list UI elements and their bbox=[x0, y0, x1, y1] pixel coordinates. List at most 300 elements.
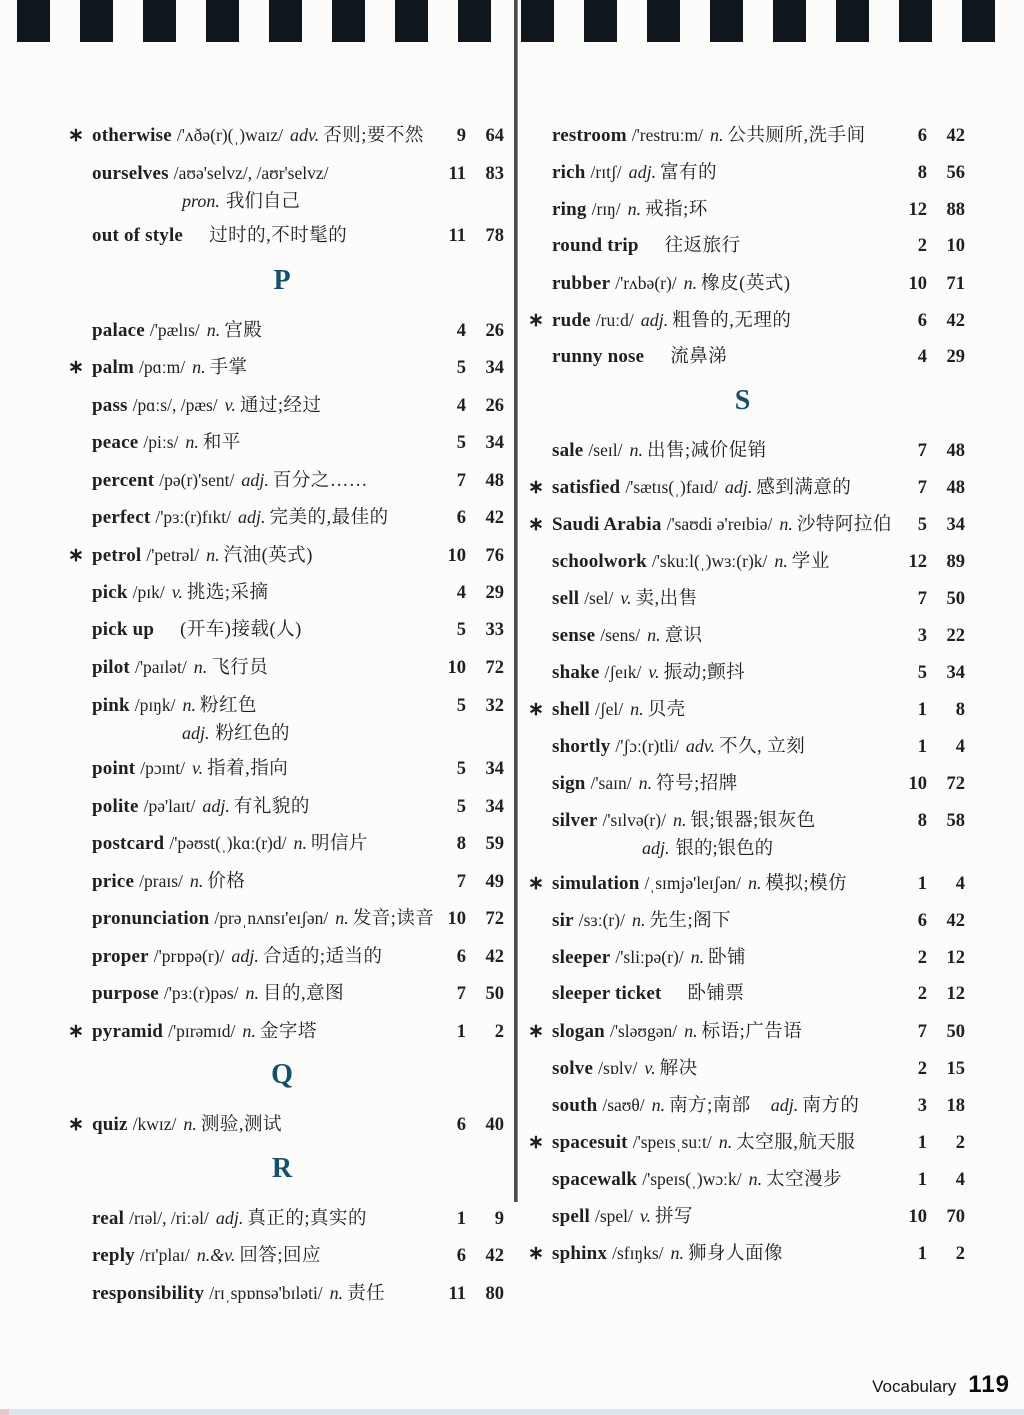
entry-meaning: 粗鲁的,无理的 bbox=[672, 311, 792, 331]
entry-phonetic: /'saʊdi ə'reɪbiə/ bbox=[666, 514, 773, 534]
vocab-entry-pilot bbox=[60, 650, 504, 688]
entry-numbers bbox=[436, 947, 504, 968]
entry-line bbox=[552, 234, 897, 258]
star-marker: ∗ bbox=[68, 357, 84, 378]
entry-phonetic: /pɔɪnt/ bbox=[140, 758, 185, 778]
binding-bar bbox=[269, 0, 302, 42]
entry-numbers bbox=[897, 200, 965, 221]
entry-line bbox=[552, 438, 897, 463]
footer-section-label: Vocabulary bbox=[872, 1377, 957, 1396]
entry-pos: n. bbox=[779, 514, 793, 534]
entry-unit-number: 1 bbox=[917, 700, 927, 720]
entry-word: south bbox=[552, 1095, 598, 1116]
entry-phonetic: /spel/ bbox=[594, 1206, 633, 1226]
entry-page-number: 26 bbox=[485, 320, 504, 341]
entry-meaning: 汽油(英式) bbox=[223, 545, 313, 566]
entry-numbers bbox=[897, 1096, 965, 1117]
entry-numbers bbox=[436, 759, 504, 780]
entry-page-number: 10 bbox=[946, 236, 965, 256]
entry-line bbox=[92, 1243, 436, 1268]
vocab-entry-percent bbox=[60, 463, 504, 501]
entry-line bbox=[552, 549, 897, 574]
entry-line bbox=[552, 197, 897, 222]
entry-meaning: 否则;要不然 bbox=[323, 126, 424, 146]
entry-pos: n. bbox=[192, 357, 206, 377]
star-marker: ∗ bbox=[68, 125, 84, 146]
entry-pos: n. bbox=[683, 273, 698, 293]
entry-extra-pos: pron. bbox=[182, 191, 220, 211]
entry-line bbox=[92, 430, 436, 455]
entry-unit-number: 6 bbox=[917, 311, 927, 331]
entry-phonetic: /sɜː(r)/ bbox=[578, 910, 625, 930]
entry-unit-number: 7 bbox=[456, 984, 466, 1004]
vocab-entry-solve bbox=[520, 1051, 965, 1088]
vocab-entry-round-trip bbox=[520, 229, 965, 266]
entry-phonetic: /'sɪlvə(r)/ bbox=[602, 810, 666, 830]
star-marker: ∗ bbox=[68, 1020, 84, 1042]
entry-meaning: 指着,指向 bbox=[207, 759, 289, 779]
entry-page-number: 48 bbox=[946, 478, 965, 498]
entry-pos: n. bbox=[627, 199, 642, 219]
entry-word: Saudi Arabia bbox=[552, 514, 662, 535]
entry-pos: adv. bbox=[290, 125, 320, 145]
binding-bar bbox=[332, 0, 365, 42]
vocab-entry-pyramid bbox=[60, 1014, 504, 1052]
entry-numbers bbox=[897, 1244, 965, 1265]
entry-page-number: 34 bbox=[946, 663, 965, 683]
entry-numbers bbox=[897, 311, 965, 332]
entry-numbers bbox=[897, 163, 965, 184]
entry-page-number: 89 bbox=[946, 552, 965, 572]
entry-page-number: 76 bbox=[485, 545, 504, 566]
entry-word: responsibility bbox=[92, 1282, 205, 1304]
section-letter-p: P bbox=[273, 264, 291, 296]
star-marker: ∗ bbox=[68, 544, 84, 566]
entry-pos: n. bbox=[630, 699, 644, 719]
entry-page-number: 42 bbox=[485, 1246, 504, 1266]
entry-line bbox=[552, 1167, 897, 1192]
entry-numbers bbox=[436, 508, 504, 529]
entry-extra-pos: adj. bbox=[182, 723, 210, 743]
entry-line bbox=[552, 345, 897, 369]
entry-unit-number: 3 bbox=[917, 1096, 927, 1116]
vocab-entry-schoolwork bbox=[520, 544, 965, 581]
entry-page-number: 2 bbox=[494, 1021, 504, 1042]
star-marker: ∗ bbox=[528, 1132, 544, 1153]
vocab-entry-sleeper-ticket bbox=[520, 977, 965, 1014]
vocab-entry-satisfied bbox=[520, 470, 965, 507]
vocab-entry-pronunciation bbox=[60, 901, 504, 939]
entry-unit-number: 1 bbox=[917, 737, 927, 757]
entry-meaning: 目的,意图 bbox=[263, 984, 345, 1004]
entry-line bbox=[92, 505, 436, 530]
entry-line bbox=[92, 224, 436, 248]
entry-numbers bbox=[436, 1209, 504, 1230]
entry-unit-number: 2 bbox=[917, 1059, 927, 1079]
entry-numbers bbox=[436, 1284, 504, 1305]
entry-word: quiz bbox=[92, 1114, 128, 1135]
entry-meaning: 流鼻涕 bbox=[670, 347, 728, 367]
entry-word: palace bbox=[92, 319, 145, 341]
section-letter-q: Q bbox=[271, 1059, 293, 1090]
entry-meaning: 模拟;模仿 bbox=[765, 874, 848, 894]
entry-page-number: 34 bbox=[946, 515, 965, 535]
entry-page-number: 12 bbox=[946, 948, 965, 968]
entry-meaning: 标语;广告语 bbox=[701, 1022, 803, 1042]
entry-meaning: 先生;阁下 bbox=[649, 911, 732, 931]
vocab-entry-out-of-style bbox=[60, 219, 504, 257]
entry-unit-number: 5 bbox=[456, 796, 466, 817]
entry-numbers bbox=[436, 226, 504, 247]
entry-word: pronunciation bbox=[92, 908, 210, 929]
entry-phonetic: /aʊə'selvz/, /aʊr'selvz/ bbox=[173, 162, 329, 183]
entry-word: peace bbox=[92, 432, 139, 453]
entry-phonetic: /piːs/ bbox=[143, 432, 179, 452]
entry-numbers bbox=[897, 441, 965, 462]
vocab-entry-pass bbox=[60, 388, 504, 426]
footer-page-number: 119 bbox=[968, 1371, 1010, 1398]
entry-phonetic: /rɪəl/, /riːəl/ bbox=[129, 1207, 209, 1228]
entry-line bbox=[92, 580, 436, 605]
entry-pos: adv. bbox=[685, 736, 715, 756]
entry-phonetic: /'paɪlət/ bbox=[134, 657, 187, 677]
entry-line bbox=[552, 1241, 897, 1266]
entry-numbers bbox=[436, 696, 504, 717]
entry-word: round trip bbox=[552, 235, 639, 256]
vocab-entry-silver bbox=[520, 803, 965, 840]
entry-line bbox=[92, 831, 436, 856]
entry-word: palm bbox=[92, 357, 134, 378]
entry-pos: n. bbox=[206, 319, 221, 340]
entry-meaning: 卖,出售 bbox=[635, 589, 698, 609]
entry-numbers bbox=[897, 347, 965, 368]
entry-page-number: 70 bbox=[946, 1207, 965, 1227]
entry-word: pass bbox=[92, 394, 128, 416]
vocab-entry-ring bbox=[520, 192, 965, 229]
entry-meaning: (开车)接载(人) bbox=[180, 619, 302, 640]
entry-meaning: 明信片 bbox=[310, 834, 368, 854]
entry-unit-number: 12 bbox=[908, 552, 927, 572]
entry-phonetic: /'saɪn/ bbox=[590, 773, 632, 793]
entry-line bbox=[92, 1206, 436, 1231]
entry-word: sense bbox=[552, 625, 596, 646]
entry-phonetic: /'petrəl/ bbox=[146, 544, 200, 565]
entry-word: pyramid bbox=[92, 1020, 164, 1042]
entry-phonetic: /'pɜː(r)pəs/ bbox=[163, 983, 239, 1003]
entry-unit-number: 1 bbox=[917, 1133, 927, 1153]
entry-line bbox=[92, 1019, 436, 1044]
vocab-entry-petrol bbox=[60, 538, 504, 576]
entry-phonetic: /'rʌbə(r)/ bbox=[615, 273, 677, 293]
entry-extra-line bbox=[60, 189, 504, 219]
binding-bar bbox=[647, 0, 680, 42]
vocab-entry-spacewalk bbox=[520, 1162, 965, 1199]
entry-word: simulation bbox=[552, 873, 640, 894]
entry-unit-number: 6 bbox=[456, 508, 466, 528]
entry-page-number: 42 bbox=[946, 911, 965, 931]
entry-line bbox=[92, 756, 436, 781]
entry-unit-number: 10 bbox=[908, 1207, 927, 1227]
entry-meaning: 飞行员 bbox=[211, 658, 269, 678]
entry-pos: adj. bbox=[202, 795, 230, 816]
entry-numbers bbox=[897, 1133, 965, 1154]
entry-unit-number: 5 bbox=[456, 358, 466, 378]
entry-unit-number: 4 bbox=[917, 347, 927, 367]
entry-word: sleeper ticket bbox=[552, 983, 662, 1004]
star-marker: ∗ bbox=[528, 310, 544, 331]
entry-page-number: 18 bbox=[946, 1096, 965, 1116]
entry-unit-number: 3 bbox=[917, 626, 927, 646]
vocab-entry-palm bbox=[60, 350, 504, 388]
vocab-entry-pink bbox=[60, 688, 504, 726]
entry-pos: v. bbox=[620, 588, 632, 608]
entry-meaning: 回答;回应 bbox=[239, 1246, 321, 1266]
entry-word: slogan bbox=[552, 1021, 605, 1042]
entry-word: sale bbox=[552, 440, 584, 461]
entry-page-number: 29 bbox=[485, 583, 504, 603]
binding-bar bbox=[710, 0, 743, 42]
entry-phonetic: /'pɜː(r)fɪkt/ bbox=[155, 507, 231, 527]
entry-line bbox=[92, 906, 436, 931]
entry-phonetic: /prəˌnʌnsɪ'eɪʃən/ bbox=[214, 908, 329, 928]
entry-line bbox=[92, 318, 436, 343]
entry-numbers bbox=[897, 274, 965, 295]
vocab-entry-proper bbox=[60, 939, 504, 977]
entry-unit-number: 4 bbox=[456, 395, 466, 416]
entry-pos: n. bbox=[718, 1132, 733, 1152]
entry-numbers bbox=[436, 909, 504, 930]
entry-numbers bbox=[436, 797, 504, 818]
vocab-entry-postcard bbox=[60, 826, 504, 864]
entry-numbers bbox=[436, 834, 504, 855]
vocab-entry-rubber bbox=[520, 266, 965, 303]
entry-word: purpose bbox=[92, 983, 159, 1004]
entry-phonetic: /'sætɪs(ˌ)faɪd/ bbox=[625, 477, 718, 497]
entry-extra-pos: adj. bbox=[642, 838, 670, 858]
vocab-entry-real bbox=[60, 1201, 504, 1239]
entry-pos: n. bbox=[182, 694, 197, 715]
column-divider bbox=[514, 0, 518, 1202]
vocab-entry-otherwise bbox=[60, 118, 504, 156]
entry-numbers bbox=[897, 1059, 965, 1080]
entry-word: rubber bbox=[552, 273, 611, 294]
entry-page-number: 22 bbox=[946, 626, 965, 646]
entry-numbers bbox=[897, 478, 965, 499]
binding-bar bbox=[458, 0, 491, 42]
vocab-entry-pick bbox=[60, 575, 504, 613]
entry-extra-line bbox=[60, 721, 504, 751]
entry-pos: n. bbox=[185, 432, 199, 452]
entry-page-number: 42 bbox=[946, 311, 965, 331]
entry-pos: n. bbox=[774, 551, 788, 571]
entry-word: real bbox=[92, 1207, 125, 1229]
entry-page-number: 88 bbox=[946, 200, 965, 220]
binding-bar bbox=[836, 0, 869, 42]
vocab-entry-peace bbox=[60, 425, 504, 463]
entry-page-number: 2 bbox=[955, 1244, 965, 1264]
entry-unit-number: 7 bbox=[456, 470, 466, 491]
entry-phonetic: /ʃeɪk/ bbox=[604, 662, 642, 682]
entry-pos: v. bbox=[191, 758, 204, 778]
entry-line bbox=[92, 794, 436, 819]
star-marker: ∗ bbox=[528, 873, 544, 894]
vocab-entry-slogan bbox=[520, 1014, 965, 1051]
entry-unit-number: 6 bbox=[456, 946, 466, 967]
entry-numbers bbox=[436, 321, 504, 342]
entry-pos: adj. bbox=[724, 477, 753, 497]
entry-phonetic: /pɑːs/, /pæs/ bbox=[132, 394, 218, 415]
entry-page-number: 40 bbox=[485, 1115, 504, 1135]
vocab-column-left bbox=[60, 118, 504, 1313]
entry-word: ourselves bbox=[92, 162, 169, 184]
vocab-entry-sleeper bbox=[520, 940, 965, 977]
entry-unit-number: 10 bbox=[447, 909, 466, 929]
entry-page-number: 32 bbox=[485, 695, 504, 716]
entry-unit-number: 10 bbox=[908, 274, 927, 294]
entry-unit-number: 6 bbox=[456, 1115, 466, 1135]
entry-word: sir bbox=[552, 910, 574, 931]
vocab-entry-sir bbox=[520, 903, 965, 940]
vocab-entry-spell bbox=[520, 1199, 965, 1236]
vocab-entry-sense bbox=[520, 618, 965, 655]
entry-line bbox=[552, 160, 897, 185]
entry-phonetic: /rɪˌspɒnsə'bɪləti/ bbox=[209, 1282, 323, 1303]
entry-line bbox=[92, 123, 436, 148]
vocab-entry-ourselves bbox=[60, 156, 504, 194]
entry-phonetic: /ʃel/ bbox=[594, 699, 624, 719]
entry-word: point bbox=[92, 758, 136, 779]
entry-line bbox=[92, 355, 436, 380]
vocab-entry-rich bbox=[520, 155, 965, 192]
entry-pos: v. bbox=[648, 662, 660, 682]
entry-phonetic: /'sliːpə(r)/ bbox=[615, 947, 684, 967]
entry-numbers bbox=[436, 583, 504, 604]
entry-unit-number: 5 bbox=[917, 515, 927, 535]
entry-numbers bbox=[897, 515, 965, 536]
star-marker: ∗ bbox=[528, 699, 544, 720]
entry-extra-meaning: 我们自己 bbox=[225, 192, 300, 212]
entry-pos: v. bbox=[644, 1058, 656, 1078]
entry-phonetic: /seɪl/ bbox=[588, 440, 623, 460]
entry-line bbox=[552, 734, 897, 759]
entry-numbers bbox=[436, 358, 504, 379]
entry-phonetic: /'sləʊgən/ bbox=[609, 1021, 678, 1041]
entry-numbers bbox=[897, 626, 965, 647]
entry-line bbox=[552, 623, 897, 648]
entry-pos: n. bbox=[670, 1243, 685, 1263]
entry-numbers bbox=[897, 589, 965, 610]
entry-line bbox=[552, 475, 897, 500]
entry-unit-number: 8 bbox=[456, 834, 466, 854]
entry-word: sell bbox=[552, 588, 580, 609]
entry-page-number: 83 bbox=[485, 163, 504, 184]
entry-line bbox=[92, 618, 436, 642]
entry-meaning: 出售;减价促销 bbox=[646, 441, 767, 461]
entry-page-number: 64 bbox=[485, 126, 504, 146]
entry-page-number: 9 bbox=[494, 1208, 504, 1229]
entry-numbers bbox=[436, 433, 504, 454]
entry-pos: n. bbox=[183, 1114, 197, 1134]
entry-phonetic: /'speɪs(ˌ)wɔːk/ bbox=[642, 1169, 742, 1189]
entry-unit-number: 1 bbox=[917, 1170, 927, 1190]
entry-pos: n. bbox=[193, 657, 208, 677]
star-marker: ∗ bbox=[528, 477, 544, 498]
vocab-entry-price bbox=[60, 864, 504, 902]
entry-numbers bbox=[436, 984, 504, 1005]
entry-phonetic: /pɪŋk/ bbox=[134, 694, 176, 715]
entry-word: shortly bbox=[552, 736, 611, 757]
entry-phonetic: /kwɪz/ bbox=[132, 1114, 177, 1134]
vocab-entry-reply bbox=[60, 1238, 504, 1276]
vocab-entry-sphinx bbox=[520, 1236, 965, 1273]
entry-meaning: 橡皮(英式) bbox=[701, 274, 791, 294]
entry-phonetic: /'ʃɔː(r)tli/ bbox=[615, 736, 679, 756]
entry-meaning: 卧铺票 bbox=[687, 984, 745, 1004]
entry-phonetic: /saʊθ/ bbox=[602, 1095, 645, 1115]
entry-line bbox=[552, 697, 897, 722]
entry-line bbox=[92, 1112, 436, 1137]
entry-line bbox=[92, 1281, 436, 1306]
entry-page-number: 4 bbox=[955, 1170, 965, 1190]
entry-word: rich bbox=[552, 162, 586, 183]
entry-phonetic: /pɑːm/ bbox=[138, 357, 186, 377]
entry-meaning: 拼写 bbox=[655, 1207, 694, 1227]
section-letter-s: S bbox=[734, 385, 751, 416]
entry-page-number: 8 bbox=[955, 700, 965, 720]
entry-line bbox=[552, 586, 897, 611]
star-marker: ∗ bbox=[68, 1114, 84, 1135]
entry-meaning: 银;银器;银灰色 bbox=[690, 811, 816, 831]
entry-meaning: 振动;颤抖 bbox=[663, 663, 746, 683]
entry-meaning: 符号;招牌 bbox=[656, 774, 738, 794]
vocab-entry-sign bbox=[520, 766, 965, 803]
entry-unit-number: 2 bbox=[917, 984, 927, 1004]
entry-word: postcard bbox=[92, 833, 165, 854]
entry-meaning: 合适的;适当的 bbox=[262, 946, 383, 967]
entry-word: runny nose bbox=[552, 346, 645, 367]
entry-phonetic: /'ʌðə(r)(ˌ)waɪz/ bbox=[176, 125, 284, 145]
entry-extra-meaning: 银的;银色的 bbox=[675, 839, 774, 859]
entry-meaning: 挑选;采摘 bbox=[186, 583, 269, 603]
entry-line bbox=[552, 512, 897, 537]
binding-bar bbox=[521, 0, 554, 42]
entry-word: percent bbox=[92, 469, 155, 491]
entry-page-number: 34 bbox=[485, 759, 504, 779]
entry-phonetic: /sel/ bbox=[584, 588, 614, 608]
entry-meaning: 学业 bbox=[791, 552, 830, 572]
entry-meaning: 太空服,航天服 bbox=[736, 1133, 856, 1153]
entry-meaning: 意识 bbox=[664, 626, 703, 646]
entry-page-number: 71 bbox=[946, 274, 965, 294]
entry-meaning: 价格 bbox=[207, 871, 246, 892]
bottom-edge-pink-notch bbox=[0, 1409, 9, 1415]
entry-line bbox=[552, 771, 897, 796]
entry-word: petrol bbox=[92, 544, 142, 566]
entry-line bbox=[552, 123, 897, 148]
entry-numbers bbox=[897, 126, 965, 147]
bottom-edge-strip bbox=[0, 1409, 1024, 1415]
binding-bar bbox=[17, 0, 50, 42]
binding-bars bbox=[17, 0, 995, 42]
entry-numbers bbox=[436, 1115, 504, 1136]
vocab-entry-quiz bbox=[60, 1107, 504, 1145]
vocab-entry-saudi-arabia bbox=[520, 507, 965, 544]
entry-numbers bbox=[897, 984, 965, 1005]
entry-page-number: 48 bbox=[485, 470, 504, 491]
entry-word: polite bbox=[92, 795, 139, 817]
entry-page-number: 56 bbox=[946, 163, 965, 183]
entry-word: spell bbox=[552, 1206, 590, 1227]
